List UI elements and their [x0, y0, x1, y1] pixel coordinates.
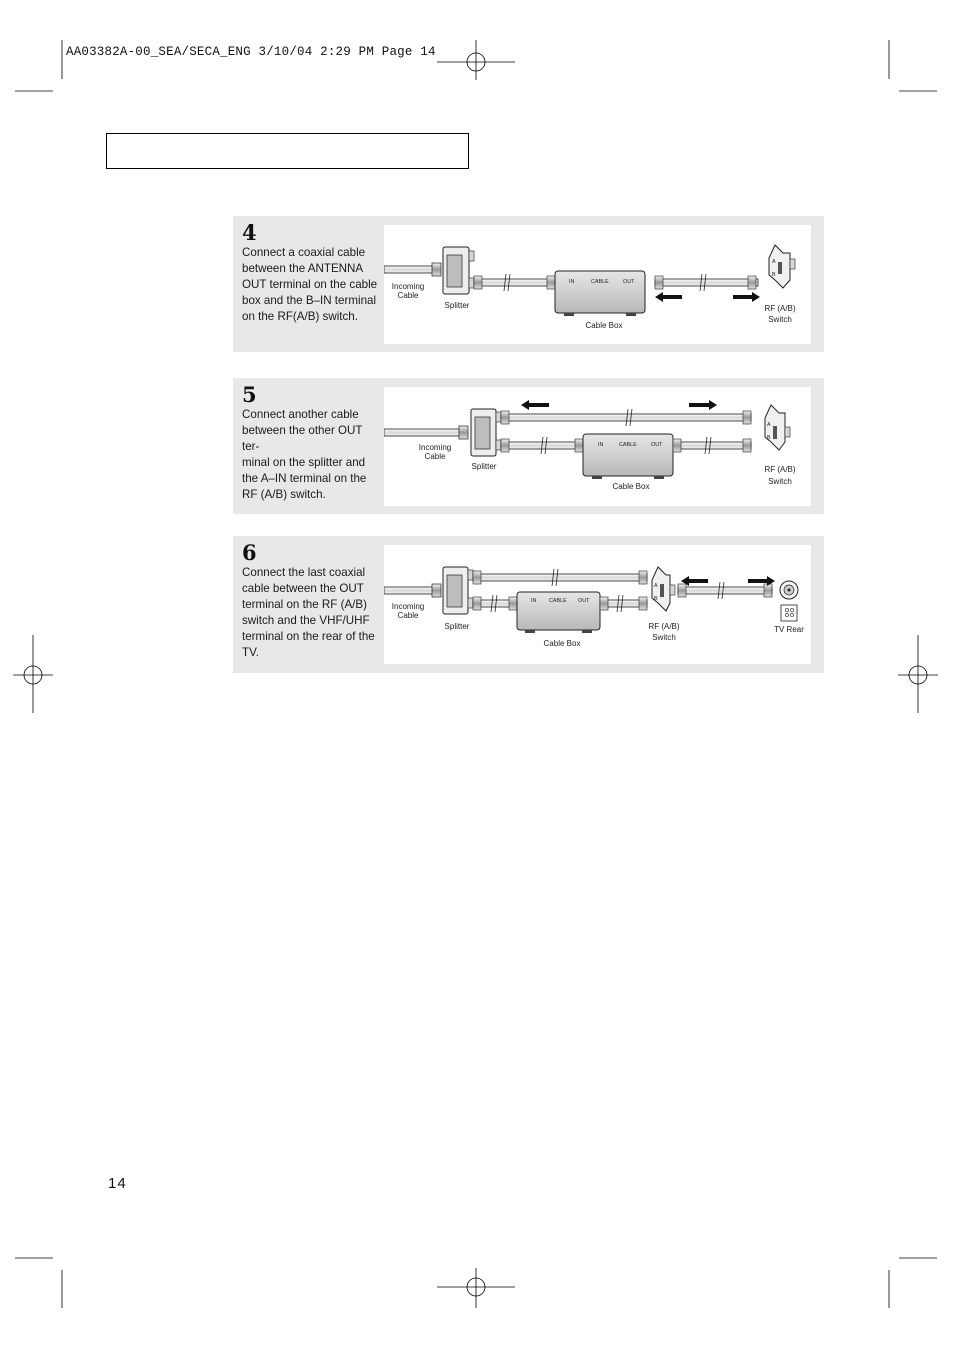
step-6-panel: [233, 536, 824, 673]
cable-box-label: Cable Box: [543, 639, 581, 648]
step-6-number: 6: [242, 540, 257, 565]
step-6-line: cable between the OUT: [242, 582, 364, 595]
box-to-switch-cable: [600, 595, 647, 612]
splitter-to-box-cable: [474, 274, 556, 291]
box-out-label: OUT: [578, 598, 590, 604]
step-4-line: on the RF(A/B) switch.: [242, 310, 358, 323]
box-in-label: IN: [598, 442, 604, 448]
switch-label-1: RF (A/B): [648, 622, 680, 631]
cable-box-device: [517, 592, 600, 633]
step-5-panel: [233, 378, 824, 514]
incoming-cable: [384, 584, 441, 597]
step-5-number: 5: [242, 382, 257, 407]
incoming-cable: [384, 263, 441, 276]
box-in-label: IN: [569, 279, 575, 285]
step-6-line: Connect the last coaxial: [242, 566, 366, 579]
tv-terminal-icon: [780, 581, 798, 621]
incoming-label-2: Cable: [397, 611, 419, 620]
splitter-to-switch-top-cable: [501, 409, 751, 426]
splitter-device: [443, 247, 474, 294]
box-cable-label: CABLE: [549, 598, 567, 604]
step-6-diagram: [384, 545, 811, 664]
step-5-line: minal on the splitter and: [242, 456, 366, 469]
switch-b-label: B: [772, 272, 776, 278]
step-4-line: between the ANTENNA: [242, 262, 364, 275]
switch-b-label: B: [767, 435, 771, 441]
switch-label-2: Switch: [652, 633, 676, 642]
step-4-instructions: [242, 245, 382, 325]
switch-a-label: A: [767, 422, 771, 428]
step-5-diagram: [384, 387, 811, 506]
left-arrow-icon: [521, 400, 549, 410]
step-4-line: OUT terminal on the cable: [242, 278, 378, 291]
switch-label-1: RF (A/B): [764, 304, 796, 313]
box-cable-label: CABLE: [619, 442, 637, 448]
cable-box-label: Cable Box: [612, 482, 650, 491]
cable-box-device: [583, 434, 673, 479]
switch-label-2: Switch: [768, 315, 792, 324]
rf-switch-device: [652, 567, 675, 611]
splitter-device: [471, 409, 501, 456]
step-4-panel: [233, 216, 824, 352]
page-number: 14: [108, 1175, 127, 1192]
incoming-label-1: Incoming: [391, 282, 425, 291]
splitter-label: Splitter: [471, 462, 497, 471]
box-cable-label: CABLE: [591, 279, 609, 285]
rf-switch-device: [765, 405, 790, 450]
right-arrow-icon: [689, 400, 717, 410]
switch-label-2: Switch: [768, 477, 792, 486]
splitter-to-box-cable: [501, 437, 583, 454]
box-out-label: OUT: [623, 279, 635, 285]
step-5-line: between the other OUT ter-: [242, 424, 363, 453]
switch-a-label: A: [772, 259, 776, 265]
incoming-label-2: Cable: [397, 291, 419, 300]
splitter-to-switch-top-cable: [473, 569, 647, 586]
step-4-number: 4: [242, 220, 257, 245]
switch-b-label: B: [654, 596, 658, 602]
switch-to-tv-cable: [678, 582, 772, 599]
box-to-switch-cable: [655, 274, 758, 291]
incoming-label-1: Incoming: [391, 602, 425, 611]
step-4-line: Connect a coaxial cable: [242, 246, 366, 259]
right-arrow-icon: [733, 292, 760, 302]
cable-box-device: [555, 271, 645, 316]
switch-label-1: RF (A/B): [764, 465, 796, 474]
step-6-line: switch and the VHF/UHF: [242, 614, 370, 627]
step-6-line: terminal on the rear of the: [242, 630, 375, 643]
splitter-to-box-cable: [473, 595, 517, 612]
print-slug: AA03382A-00_SEA/SECA_ENG 3/10/04 2:29 PM Page 14: [66, 45, 436, 59]
step-6-instructions: [242, 565, 382, 661]
step-5-line: RF (A/B) switch.: [242, 488, 326, 501]
step-5-line: the A–IN terminal on the: [242, 472, 367, 485]
incoming-label-2: Cable: [424, 452, 446, 461]
box-in-label: IN: [531, 598, 537, 604]
step-4-diagram: [384, 225, 811, 344]
step-6-line: TV.: [242, 646, 259, 659]
cable-box-label: Cable Box: [585, 321, 623, 330]
box-out-label: OUT: [651, 442, 663, 448]
title-box: [106, 133, 469, 169]
splitter-label: Splitter: [444, 301, 470, 310]
step-5-line: Connect another cable: [242, 408, 359, 421]
switch-a-label: A: [654, 583, 658, 589]
step-6-line: terminal on the RF (A/B): [242, 598, 367, 611]
splitter-label: Splitter: [444, 622, 470, 631]
incoming-label-1: Incoming: [418, 443, 452, 452]
left-arrow-icon: [655, 292, 682, 302]
rf-switch-device: [769, 245, 795, 288]
incoming-cable: [384, 426, 468, 439]
step-4-line: box and the B–IN terminal: [242, 294, 377, 307]
tv-rear-label: TV Rear: [774, 625, 804, 634]
box-to-switch-cable: [673, 437, 751, 454]
step-5-instructions: [242, 407, 382, 503]
splitter-device: [443, 567, 473, 614]
